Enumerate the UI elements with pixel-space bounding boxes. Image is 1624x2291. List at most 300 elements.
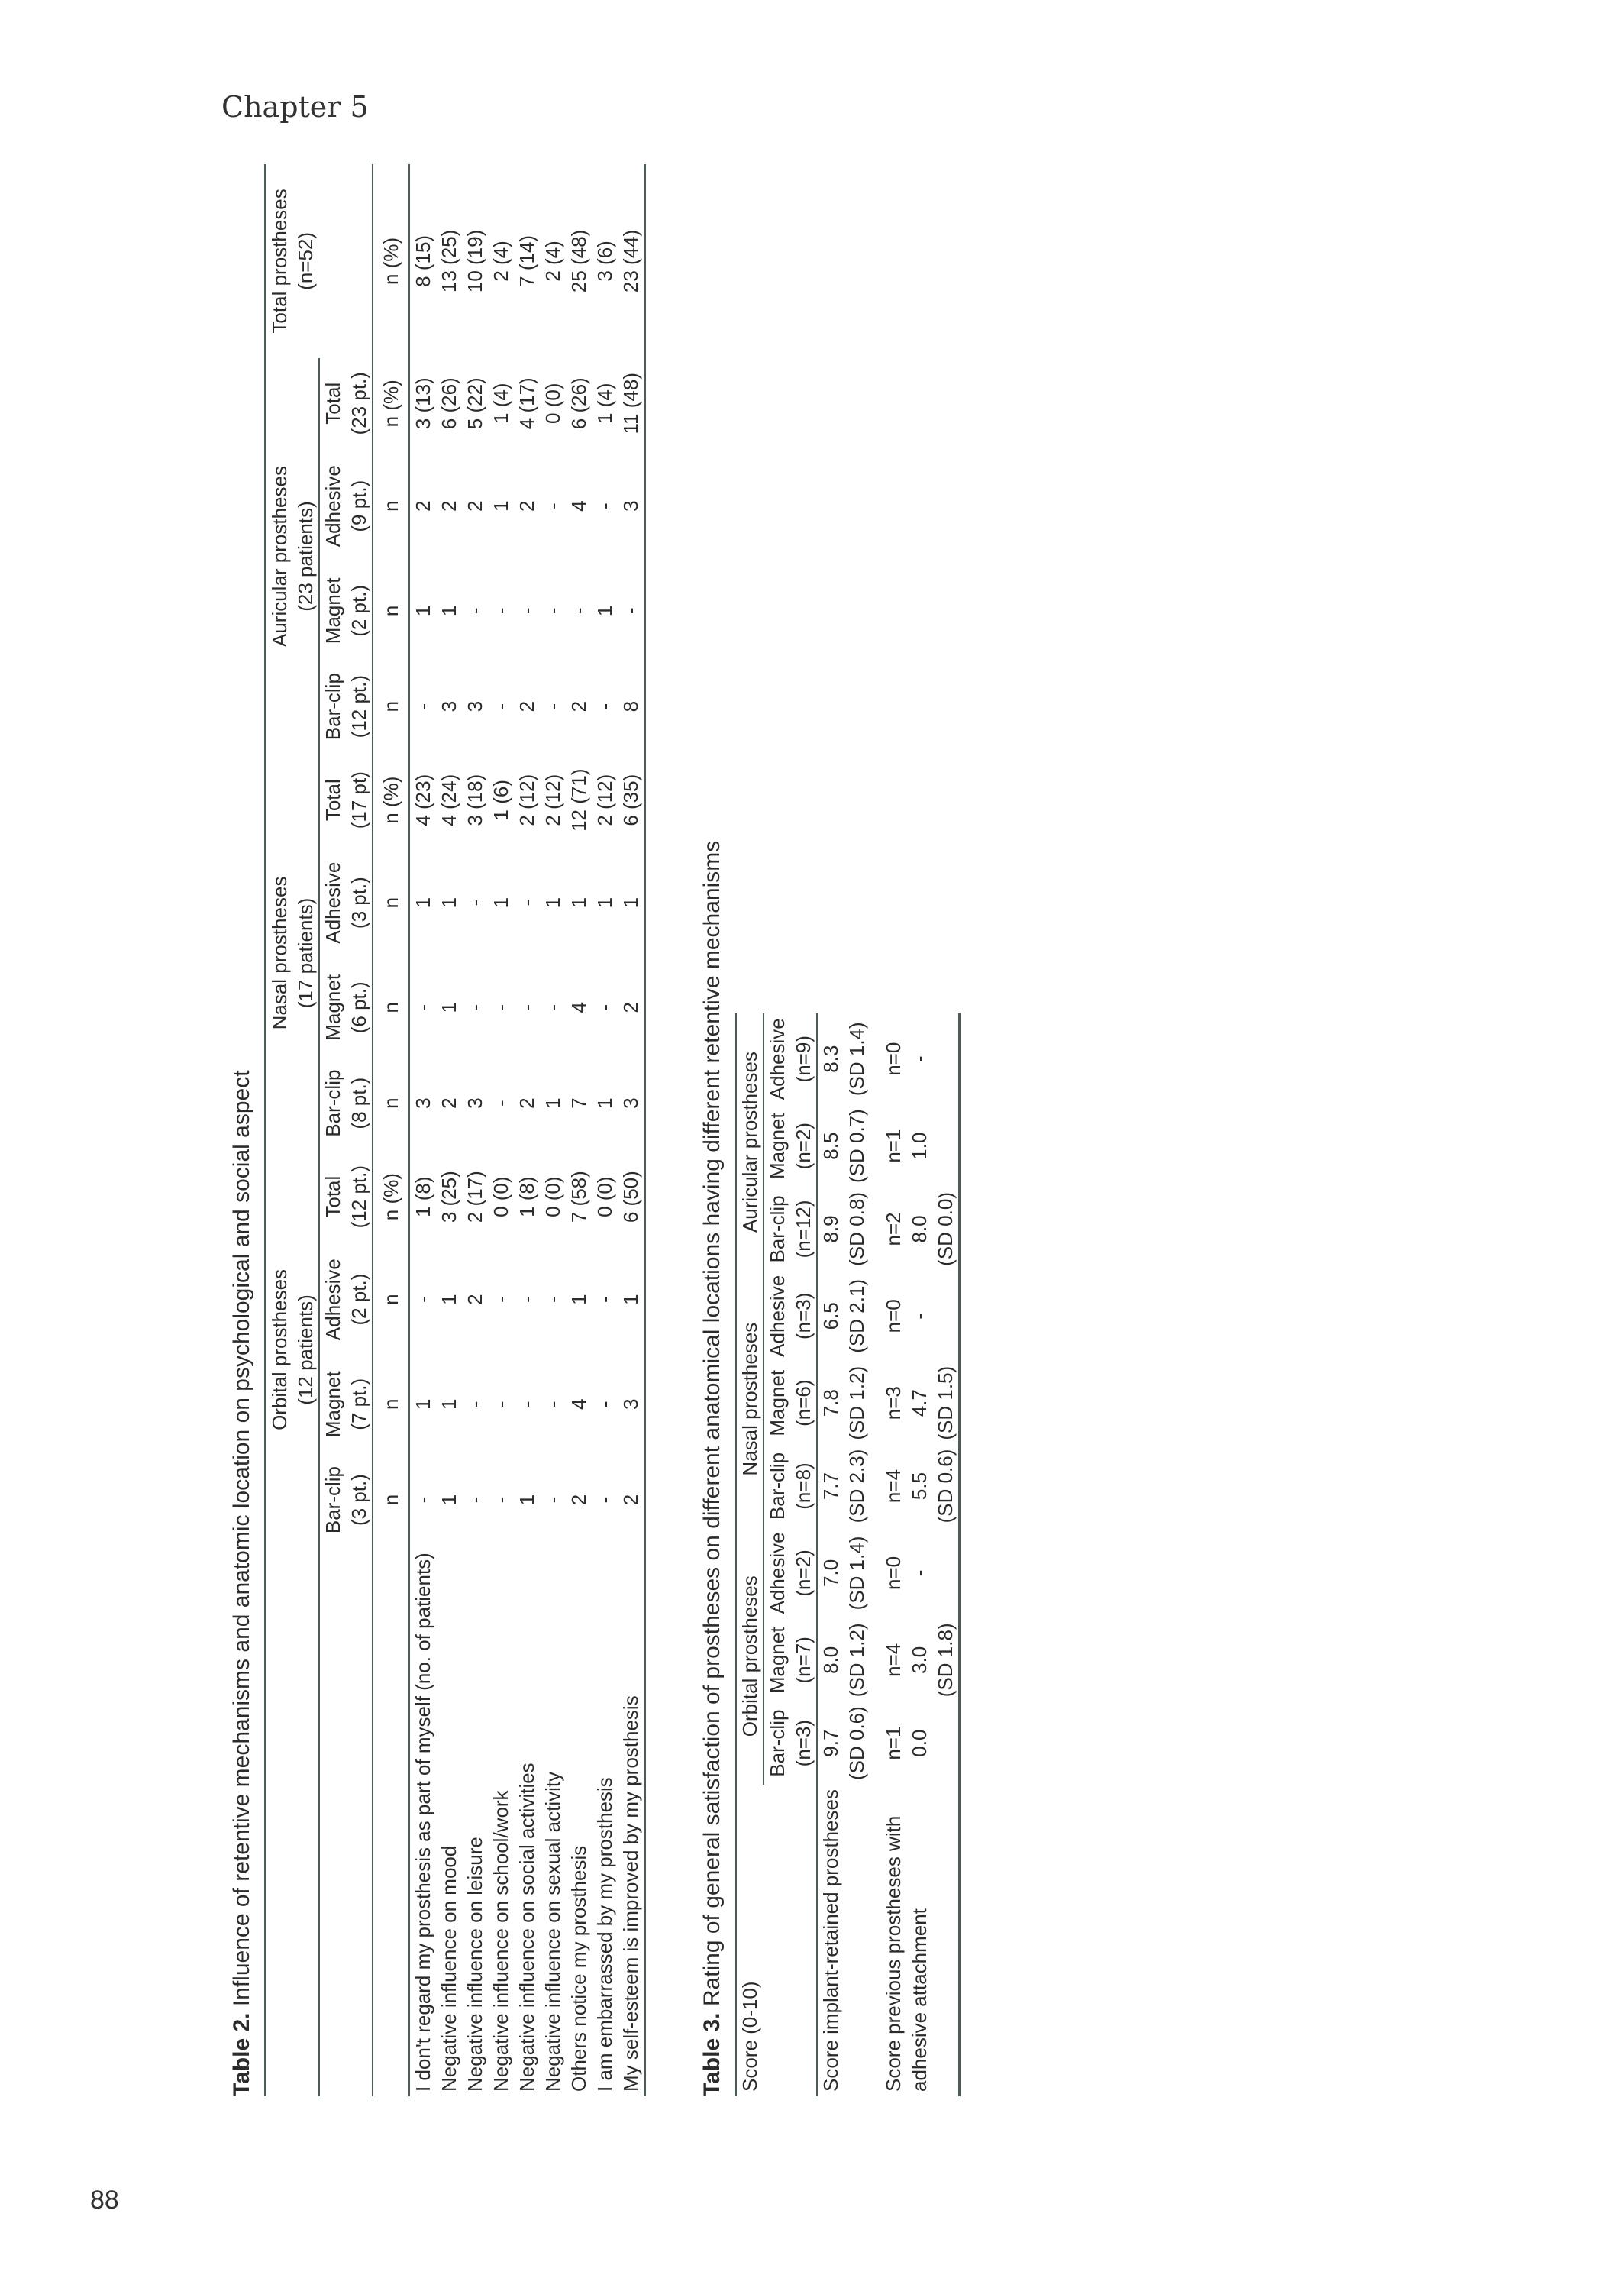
table-cell: 1: [567, 1294, 590, 1305]
table2-column-header: [319, 1452, 373, 1548]
table-cell: -: [593, 1496, 616, 1504]
score-sd: (SD 1.2): [845, 1365, 868, 1440]
score-sd: (SD 0.6): [845, 1706, 868, 1781]
table-row: [488, 164, 514, 2096]
column-count: (n=3): [792, 1719, 815, 1767]
table2-units-row: [373, 164, 409, 2096]
group-subtitle: (n=52): [294, 231, 317, 290]
score-mean: 7.7: [819, 1472, 842, 1501]
sample-size: n=0: [882, 1042, 905, 1076]
table2-unit-cell: n: [373, 1242, 409, 1357]
table-cell: 3: [619, 500, 642, 512]
table-cell: 1: [437, 1398, 460, 1410]
column-name: Total: [321, 382, 344, 425]
column-count: (7 pt.): [347, 1378, 370, 1430]
table-cell: 1: [541, 897, 564, 909]
table-cell: [880, 1701, 960, 1785]
table3-group-header: Orbital prostheses: [736, 1527, 764, 1785]
row-label: Negative influence on leisure: [463, 1837, 486, 2092]
table-cell: 1: [593, 605, 616, 617]
group-title: Total prostheses: [268, 189, 291, 334]
table-cell: [817, 1445, 870, 1528]
table-row: [817, 1013, 870, 2096]
table2-unit-cell: n: [373, 564, 409, 658]
table-cell: [880, 1618, 960, 1701]
table-cell: 4 (24): [437, 774, 460, 826]
table-cell: 2 (4): [541, 241, 564, 282]
score-sd: (SD 0.8): [845, 1192, 868, 1266]
table-row: [566, 164, 592, 2096]
table-cell: 1: [412, 1398, 434, 1410]
table-cell: 3: [463, 1097, 486, 1109]
table2-group-header: [266, 164, 373, 358]
sample-size: n=0: [882, 1299, 905, 1333]
row-label: I am embarrassed by my prosthesis: [593, 1777, 616, 2092]
sample-size: n=1: [882, 1129, 905, 1163]
table-cell: 1: [567, 897, 590, 909]
row-label: Negative influence on sexual activity: [541, 1771, 564, 2092]
table3-column-header: [764, 1618, 817, 1701]
table-row: [514, 164, 540, 2096]
table-cell: 1: [412, 897, 434, 909]
score-label: Score (0-10): [738, 1981, 761, 2092]
column-name: Bar-clip: [321, 1466, 344, 1534]
table-cell: 0 (0): [541, 383, 564, 424]
sample-size: n=4: [882, 1643, 905, 1677]
table-cell: [880, 1104, 960, 1188]
table-cell: -: [489, 1296, 512, 1303]
score-mean: 8.0: [908, 1215, 931, 1243]
table-cell: [817, 1013, 870, 1104]
column-count: (12 pt.): [347, 674, 370, 738]
table-cell: 0 (0): [489, 1176, 512, 1217]
table-cell: -: [412, 1296, 434, 1303]
table3-group-header-row: [736, 1013, 764, 2096]
row-label: Score previous prostheses with adhesive attachment: [882, 1815, 931, 2092]
page-number: 88: [90, 2186, 119, 2215]
column-count: (6 pt.): [347, 981, 370, 1034]
group-title: Orbital prostheses: [268, 1268, 291, 1430]
table-cell: 1 (6): [489, 779, 512, 821]
column-name: Adhesive: [321, 861, 344, 944]
table-cell: -: [541, 502, 564, 509]
table-cell: 2: [463, 500, 486, 512]
table-cell: -: [489, 703, 512, 710]
table2-column-header: [319, 1242, 373, 1357]
table-cell: 1: [489, 500, 512, 512]
table-cell: 1: [619, 897, 642, 909]
table2-column-header: [319, 658, 373, 755]
table-cell: [880, 1445, 960, 1528]
table2-group-header-row: [266, 164, 320, 2096]
column-name: Magnet: [766, 1369, 789, 1436]
column-count: (n=2): [792, 1549, 815, 1597]
table-cell: -: [412, 1003, 434, 1011]
table-cell: 1: [412, 605, 434, 617]
column-count: (n=6): [792, 1379, 815, 1427]
table-cell: 2 (12): [515, 774, 538, 826]
score-mean: -: [908, 1569, 931, 1577]
table-cell: 4 (17): [515, 377, 538, 430]
score-mean: 6.5: [819, 1302, 842, 1330]
table3-caption: Table 3. Rating of general satisfaction of prostheses on different anatomical locations having different retentive mechanisms: [699, 840, 725, 2096]
table-cell: [817, 1618, 870, 1701]
table2-unit-cell: n: [373, 1357, 409, 1452]
table2-column-header: [319, 755, 373, 845]
sample-size: n=0: [882, 1556, 905, 1590]
table-cell: 1: [437, 1002, 460, 1013]
table-cell: 1: [593, 897, 616, 909]
table-cell: 10 (19): [463, 229, 486, 293]
score-sd: (SD 1.8): [934, 1623, 957, 1698]
table2: [264, 164, 646, 2096]
table-cell: 25 (48): [567, 229, 590, 293]
table3-column-header: [764, 1271, 817, 1362]
table-cell: -: [515, 607, 538, 615]
table2-unit-cell: n (%): [373, 1152, 409, 1242]
sample-size: n=4: [882, 1469, 905, 1504]
column-name: Bar-clip: [766, 1452, 789, 1520]
table-cell: 2 (4): [489, 241, 512, 282]
column-name: Bar-clip: [766, 1195, 789, 1263]
table-cell: -: [567, 607, 590, 615]
table3-column-header: [764, 1188, 817, 1271]
table2-units-label: [373, 1548, 409, 2096]
score-mean: 7.0: [819, 1559, 842, 1587]
score-sd: (SD 2.1): [845, 1278, 868, 1353]
table-row: [592, 164, 618, 2096]
table-cell: -: [541, 1401, 564, 1408]
column-count: (2 pt.): [347, 584, 370, 637]
table2-unit-cell: n (%): [373, 755, 409, 845]
score-mean: 1.0: [908, 1132, 931, 1160]
score-mean: 8.0: [819, 1646, 842, 1674]
table2-unit-cell: n: [373, 960, 409, 1055]
table-cell: 4: [567, 1398, 590, 1410]
table2-unit-cell: n: [373, 845, 409, 960]
table-row: [618, 164, 645, 2096]
table-cell: 5 (22): [463, 377, 486, 430]
table2-column-header: [319, 1357, 373, 1452]
column-count: (n=7): [792, 1637, 815, 1684]
row-label: Negative influence on mood: [437, 1845, 460, 2092]
score-sd: (SD 0.7): [845, 1109, 868, 1184]
table-cell: 6 (26): [567, 377, 590, 430]
table-cell: 3: [463, 700, 486, 713]
table3: [735, 1013, 961, 2096]
column-count: (12 pt.): [347, 1165, 370, 1229]
table2-unit-cell: n: [373, 1055, 409, 1152]
table3-group-header: Auricular prostheses: [736, 1013, 764, 1271]
row-label: Negative influence on social activities: [515, 1763, 538, 2092]
table2-column-header: [319, 564, 373, 658]
table2-unit-cell: n (%): [373, 358, 409, 449]
table-cell: 0 (0): [593, 1176, 616, 1217]
table-cell: 3: [412, 1097, 434, 1109]
table-cell: -: [489, 1401, 512, 1408]
table-cell: [880, 1013, 960, 1104]
rotated-tables: [229, 189, 1374, 2096]
table-cell: -: [593, 1296, 616, 1303]
table-cell: 3: [619, 1398, 642, 1410]
score-mean: 9.7: [819, 1729, 842, 1757]
table-cell: [817, 1104, 870, 1188]
table-cell: 1: [541, 1097, 564, 1109]
table-cell: 2: [412, 500, 434, 512]
column-count: (3 pt.): [347, 1474, 370, 1527]
table2-column-header-row: [319, 164, 373, 2096]
table-cell: 4: [567, 500, 590, 512]
score-sd: (SD 1.4): [845, 1536, 868, 1611]
table-cell: 3 (25): [437, 1171, 460, 1223]
table-cell: -: [412, 1496, 434, 1504]
column-name: Adhesive: [766, 1532, 789, 1614]
table-cell: 2: [437, 1097, 460, 1109]
column-name: Bar-clip: [321, 673, 344, 741]
table-cell: -: [489, 1496, 512, 1504]
column-name: Adhesive: [321, 465, 344, 548]
table-cell: [880, 1188, 960, 1271]
table-cell: 6 (50): [619, 1171, 642, 1223]
row-label: Others notice my prosthesis: [567, 1845, 590, 2092]
column-count: (n=3): [792, 1292, 815, 1340]
table-cell: [880, 1362, 960, 1445]
table-cell: 2 (12): [593, 774, 616, 826]
table-cell: 4 (23): [412, 774, 434, 826]
table-cell: 2: [463, 1294, 486, 1305]
group-title: Auricular prostheses: [268, 466, 291, 648]
table-row: [409, 164, 436, 2096]
table-cell: 3 (13): [412, 377, 434, 430]
table-cell: [817, 1271, 870, 1362]
table-cell: -: [463, 1401, 486, 1408]
table-cell: 6 (26): [437, 377, 460, 430]
column-name: Magnet: [321, 1371, 344, 1438]
score-mean: 8.3: [819, 1045, 842, 1073]
table-cell: 1: [515, 1494, 538, 1506]
table-cell: -: [593, 1003, 616, 1011]
table2-column-header: [319, 449, 373, 564]
score-sd: (SD 1.2): [845, 1623, 868, 1698]
sample-size: n=3: [882, 1386, 905, 1420]
table-cell: [880, 1527, 960, 1618]
table-cell: -: [515, 899, 538, 906]
table-cell: 12 (71): [567, 768, 590, 832]
column-count: (n=12): [792, 1200, 815, 1259]
table-cell: 1: [619, 1294, 642, 1305]
table-cell: -: [541, 607, 564, 615]
table-cell: 2: [567, 700, 590, 713]
group-subtitle: (12 patients): [294, 1294, 317, 1405]
table2-column-header: [319, 1152, 373, 1242]
table-cell: 1: [437, 605, 460, 617]
table2-unit-cell: n: [373, 449, 409, 564]
column-count: (n=8): [792, 1462, 815, 1510]
table3-column-header: [764, 1013, 817, 1104]
table-cell: 2: [567, 1494, 590, 1506]
table-cell: [817, 1362, 870, 1445]
table-cell: 3 (6): [593, 241, 616, 282]
table2-column-header: [319, 845, 373, 960]
spacer: [870, 1013, 880, 2096]
table3-column-header: [764, 1701, 817, 1785]
table-cell: -: [541, 703, 564, 710]
spacer-row: [870, 1013, 880, 2096]
score-mean: 3.0: [908, 1646, 931, 1674]
table-cell: -: [463, 899, 486, 906]
column-count: (n=9): [792, 1036, 815, 1083]
table3-column-header: [764, 1362, 817, 1445]
table-cell: 3 (18): [463, 774, 486, 826]
table-cell: 7: [567, 1097, 590, 1109]
table-cell: -: [515, 1401, 538, 1408]
table2-column-header: [319, 960, 373, 1055]
table-cell: 3: [437, 700, 460, 713]
table-cell: -: [412, 703, 434, 710]
row-label: My self-esteem is improved by my prosthesis: [619, 1695, 642, 2092]
table-cell: -: [515, 1296, 538, 1303]
table-cell: 1 (4): [593, 383, 616, 424]
table3-column-header: [764, 1445, 817, 1528]
group-subtitle: (23 patients): [294, 501, 317, 612]
column-name: Adhesive: [766, 1018, 789, 1100]
table-cell: 2: [515, 700, 538, 713]
column-count: (2 pt.): [347, 1273, 370, 1326]
column-name: Adhesive: [766, 1275, 789, 1357]
table-cell: -: [541, 1496, 564, 1504]
score-mean: 5.5: [908, 1472, 931, 1501]
score-mean: 7.8: [819, 1389, 842, 1417]
score-mean: 4.7: [908, 1389, 931, 1417]
table2-caption: Table 2. Influence of retentive mechanisms and anatomic location on psychological and social aspect: [229, 1070, 254, 2096]
table-cell: 2 (12): [541, 774, 564, 826]
group-subtitle: (17 patients): [294, 897, 317, 1009]
table-cell: -: [541, 1296, 564, 1303]
column-name: Bar-clip: [321, 1069, 344, 1137]
column-name: Total: [321, 1175, 344, 1218]
table2-unit-cell: n: [373, 1452, 409, 1548]
score-mean: 8.5: [819, 1132, 842, 1160]
column-name: Magnet: [766, 1113, 789, 1179]
column-count: (3 pt.): [347, 877, 370, 929]
table-cell: 11 (48): [619, 373, 642, 435]
column-count: (n=2): [792, 1122, 815, 1170]
table-cell: 1: [437, 1494, 460, 1506]
table2-unit-cell: n: [373, 658, 409, 755]
score-mean: -: [908, 1312, 931, 1320]
table-cell: -: [463, 1003, 486, 1011]
table2-column-header: [319, 1055, 373, 1152]
table-cell: 8 (15): [412, 234, 434, 287]
column-name: Magnet: [321, 577, 344, 645]
table-cell: -: [593, 502, 616, 509]
column-name: Adhesive: [321, 1259, 344, 1341]
table3-group-header: Nasal prostheses: [736, 1271, 764, 1528]
score-sd: (SD 1.5): [934, 1365, 957, 1440]
table-cell: -: [593, 1401, 616, 1408]
column-name: Magnet: [766, 1627, 789, 1694]
row-label: Negative influence on school/work: [489, 1790, 512, 2092]
table2-group-header: [266, 1152, 320, 1548]
column-name: Magnet: [321, 974, 344, 1041]
score-sd: (SD 0.6): [934, 1449, 957, 1524]
table-cell: 4: [567, 1002, 590, 1013]
column-name: Total: [321, 779, 344, 822]
table-cell: -: [463, 1496, 486, 1504]
table-cell: -: [515, 1003, 538, 1011]
table-cell: 2: [437, 500, 460, 512]
table-cell: 1 (8): [515, 1176, 538, 1217]
chapter-heading: Chapter 5: [221, 90, 369, 124]
table2-column-header: [319, 358, 373, 449]
table-cell: 0 (0): [541, 1176, 564, 1217]
table-row: [462, 164, 488, 2096]
table-cell: 1: [437, 1294, 460, 1305]
table-cell: -: [463, 607, 486, 615]
table2-corner-2: [319, 1548, 373, 2096]
sample-size: n=2: [882, 1212, 905, 1246]
table-cell: -: [489, 1003, 512, 1011]
table-cell: 2: [515, 500, 538, 512]
table-row: [436, 164, 462, 2096]
table-cell: -: [541, 1003, 564, 1011]
table-cell: 1: [593, 1097, 616, 1109]
table-cell: 1: [489, 897, 512, 909]
column-count: (8 pt.): [347, 1077, 370, 1129]
table-cell: 1: [437, 897, 460, 909]
score-sd: (SD 1.4): [845, 1022, 868, 1097]
column-count: (9 pt.): [347, 480, 370, 532]
table3-column-header: [764, 1104, 817, 1188]
table-cell: 23 (44): [619, 229, 642, 293]
table-row: [540, 164, 566, 2096]
table-cell: [817, 1701, 870, 1785]
column-name: Bar-clip: [766, 1709, 789, 1777]
sample-size: n=1: [882, 1726, 905, 1760]
table-cell: -: [619, 607, 642, 615]
table-cell: 2: [515, 1097, 538, 1109]
table-cell: 1 (4): [489, 383, 512, 424]
table-cell: [817, 1188, 870, 1271]
score-mean: 8.9: [819, 1215, 842, 1243]
table-cell: 7 (14): [515, 234, 538, 287]
table2-group-header: [266, 755, 320, 1151]
table2-unit-cell: n (%): [373, 164, 409, 358]
table-cell: 2: [619, 1494, 642, 1506]
table-cell: -: [593, 703, 616, 710]
table-cell: 3: [619, 1097, 642, 1109]
table-cell: 2 (17): [463, 1171, 486, 1223]
table-cell: [817, 1527, 870, 1618]
score-sd: (SD 0.0): [934, 1192, 957, 1266]
table2-corner: [266, 1548, 320, 2096]
score-mean: 0.0: [908, 1729, 931, 1757]
score-mean: -: [908, 1055, 931, 1063]
table2-group-header: [266, 358, 320, 755]
table-cell: [880, 1271, 960, 1362]
table-cell: 7 (58): [567, 1171, 590, 1223]
table-cell: 8: [619, 700, 642, 713]
score-sd: (SD 2.3): [845, 1449, 868, 1524]
table-cell: 6 (35): [619, 774, 642, 826]
table-cell: -: [489, 607, 512, 615]
column-count: (17 pt): [347, 771, 370, 829]
table-cell: -: [489, 1100, 512, 1107]
table3-column-header: [764, 1527, 817, 1618]
table-row: [880, 1013, 960, 2096]
table-cell: 2: [619, 1002, 642, 1013]
row-label: Score implant-retained prostheses: [819, 1789, 842, 2092]
